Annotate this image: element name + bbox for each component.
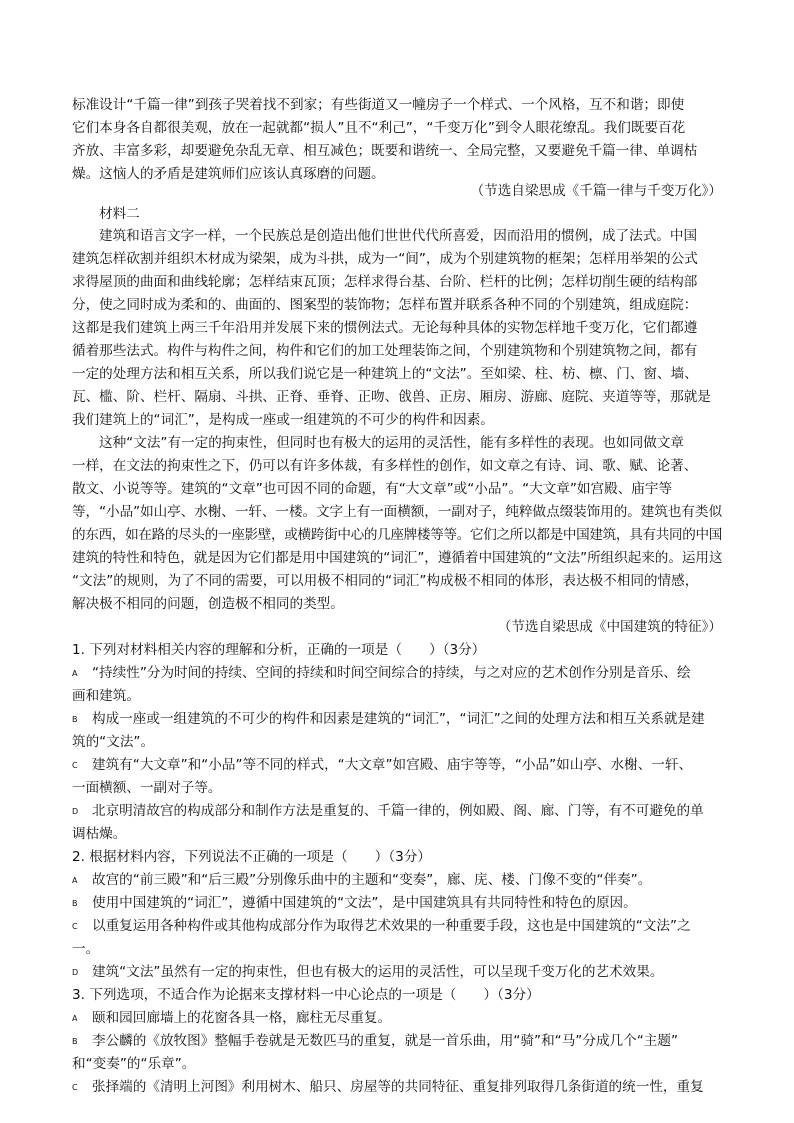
option-d [72,801,704,822]
option-text: 颐和园回廊墙上的花窗各具一格，廊柱无尽重复。 [92,1010,392,1026]
question-stem: 3. 下列选项，不适合作为论据来支撑材料一中心论点的一项是（ ）（3分） [72,987,540,1003]
option-b [72,893,637,914]
option-letter: C [72,761,78,770]
text-line: 散文、小说等等。建筑的“文章”也可因不同的命题，有“大文章”或“小品”。“大文章”如宫殿、庙宇等 [72,481,673,497]
option-letter: B [72,899,78,908]
text-line: 这种“文法”有一定的拘束性，但同时也有极大的运用的灵活性，能有多样性的表现。也如同做文章 [99,435,685,451]
option-text-cont: 一面横额、一副对子等。 [72,780,222,796]
option-b [72,709,705,730]
option-text-cont: 一。 [72,941,100,957]
option-a [72,870,651,891]
option-letter: B [72,715,78,724]
option-a [72,663,691,684]
text-line: 这都是我们建筑上两三千年沿用并发展下来的惯例法式。无论每种具体的实物怎样地千变万化，它们都遵 [72,320,698,336]
text-line: 建筑和语言文字一样，一个民族总是创造出他们世世代代所喜爱，因而沿用的惯例，成了法式。中国 [99,228,698,244]
option-a [72,1008,391,1029]
text-line: 解决极不相同的问题，创造极不相同的类型。 [72,596,344,612]
option-letter: D [72,807,79,816]
option-letter: C [72,1083,78,1092]
option-text: 建筑有“大文章”和“小品”等不同的样式，“大文章”如宫殿、庙宇等等，“小品”如山亭、水榭、一轩、 [92,757,693,773]
text-line: 分，使之同时成为柔和的、曲面的、图案型的装饰物；怎样布置并联系各种不同的个别建筑，组成庭院： [72,297,698,313]
option-letter: A [72,669,78,678]
text-line: 等，“小品”如山亭、水榭、一轩、一楼。文字上有一面横额，一副对子，纯粹做点缀装饰用的。建筑也有类似 [72,504,722,520]
option-c [72,1077,704,1098]
text-line: 我们建筑上的“词汇”，是构成一座或一组建筑的不可少的构件和因素。 [72,412,494,428]
option-letter: D [72,968,79,977]
text-line: 的东西，如在路的尽头的一座影壁，或横跨街中心的几座牌楼等等。它们之所以都是中国建筑，具有共同的中国 [72,527,723,543]
question-stem: 1. 下列对材料相关内容的理解和分析，正确的一项是（ ）（3分） [72,642,486,658]
question-stem: 2. 根据材料内容，下列说法不正确的一项是（ ）（3分） [72,849,431,865]
text-line: 一定的处理方法和相互关系，所以我们说它是一种建筑上的“文法”。至如梁、柱、枋、檩、门、窗、墙、 [72,366,698,382]
option-text: 张择端的《清明上河图》利用树木、船只、房屋等的共同特征、重复排列取得几条街道的统一性，重复 [92,1079,704,1095]
option-text: “持续性”分为时间的持续、空间的持续和时间空间综合的持续，与之对应的艺术创作分别是音乐、绘 [92,665,691,681]
option-text-cont: 和“变奏”的“乐章”。 [72,1056,196,1072]
option-letter: A [72,1014,78,1023]
text-line: 求得屋顶的曲面和曲线轮廓；怎样结束瓦顶；怎样求得台基、台阶、栏杆的比例；怎样切削生硬的结构部 [72,274,698,290]
option-letter: B [72,1037,78,1046]
text-line: “文法”的规则，为了不同的需要，可以用极不相同的“词汇”构成极不相同的体形，表达极不相同的情感， [72,573,699,589]
source-citation: （节选自梁思成《千篇一律与千变万化》） [470,183,722,199]
section-heading: 材料二 [99,206,140,222]
option-text: 以重复运用各种构件或其他构成部分作为取得艺术效果的一种重要手段，这也是中国建筑的“文法”之 [92,918,691,934]
option-b [72,1031,678,1052]
text-line: 一样，在文法的拘束性之下，仍可以有许多体裁，有多样性的创作，如文章之有诗、词、歌、赋、论著、 [72,458,698,474]
option-text: 构成一座或一组建筑的不可少的构件和因素是建筑的“词汇”，“词汇”之间的处理方法和相互关系就是建 [92,711,705,727]
option-letter: C [72,922,78,931]
option-text-cont: 调枯燥。 [72,826,127,842]
text-line: 齐放、丰富多彩，却要避免杂乱无章、相互减色；既要和谐统一、全局完整，又要避免千篇一律、单调枯 [72,143,698,159]
option-c [72,755,692,776]
text-line: 燥。这恼人的矛盾是建筑师们应该认真琢磨的问题。 [72,166,385,182]
text-line: 瓦、槛、阶、栏杆、隔扇、斗拱、正脊、垂脊、正吻、戗兽、正房、厢房、游廊、庭院、夹道等等，那就是 [72,389,711,405]
option-text: 建筑“文法”虽然有一定的拘束性，但也有极大的运用的灵活性，可以呈现千变万化的艺术效果。 [92,964,664,980]
source-citation: （节选自梁思成《中国建筑的特征》） [497,619,722,635]
option-text-cont: 筑的“文法”。 [72,734,155,750]
text-line: 它们本身各自都很美观，放在一起就都“损人”且不“利己”，“千变万化”到令人眼花缭乱。我们既要百花 [72,120,686,136]
option-letter: A [72,876,78,885]
option-d [72,962,663,983]
option-text: 使用中国建筑的“词汇”，遵循中国建筑的“文法”，是中国建筑具有共同特性和特色的原因。 [92,895,637,911]
text-line: 建筑的特性和特色，就是因为它们都是用中国建筑的“词汇”，遵循着中国建筑的“文法”所组织起来的。运用这 [72,550,723,566]
option-c [72,916,691,937]
option-text: 北京明清故宫的构成部分和制作方法是重复的、千篇一律的，例如殿、阁、廊、门等，有不可避免的单 [92,803,704,819]
option-text: 李公麟的《放牧图》整幅手卷就是无数匹马的重复，就是一首乐曲，用“骑”和“马”分成几个“主题” [92,1033,679,1049]
text-line: 建筑怎样砍割并组织木材成为梁架，成为斗拱，成为一“间”，成为个别建筑物的框架；怎样用举架的公式 [72,251,698,267]
option-text: 故宫的“前三殿”和“后三殿”分别像乐曲中的主题和“变奏”，廊、庑、楼、门像不变的“伴奏”。 [92,872,652,888]
text-line: 循着那些法式。构件与构件之间，构件和它们的加工处理装饰之间，个别建筑物和个别建筑物之间，都有 [72,343,698,359]
text-line: 标准设计“千篇一律”到孩子哭着找不到家；有些街道又一幢房子一个样式、一个风格，互不和谐；即使 [72,97,685,113]
option-text-cont: 画和建筑。 [72,688,140,704]
